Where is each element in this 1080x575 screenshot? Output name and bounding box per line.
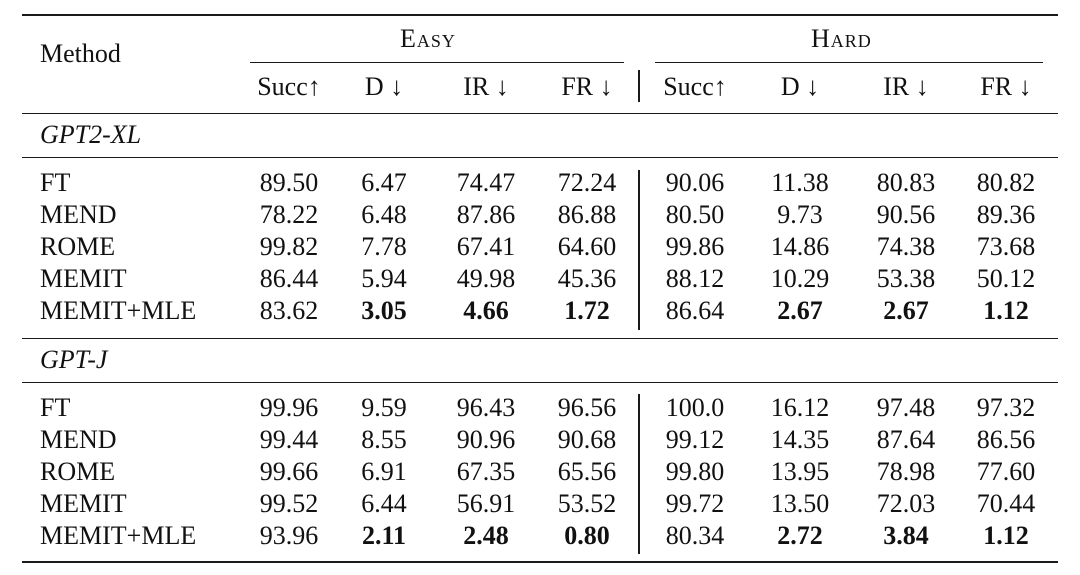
value-cell-succ-hard: 90.06	[665, 168, 725, 197]
section-title: GPT2-XL	[40, 120, 142, 149]
column-header-fr-easy: FR ↓	[561, 72, 613, 101]
value-cell-ir-easy: 2.48	[463, 521, 509, 550]
header-bottom-rule	[22, 113, 1058, 114]
value-cell-fr-hard: 97.32	[976, 393, 1036, 422]
value-cell-fr-easy: 0.80	[564, 521, 610, 550]
value-cell-succ-hard: 100.0	[665, 393, 725, 422]
value-cell-succ-easy: 99.52	[259, 489, 319, 518]
value-cell-d-easy: 9.59	[361, 393, 407, 422]
value-cell-fr-hard: 73.68	[976, 232, 1036, 261]
easy-group-header: Easy	[400, 24, 456, 53]
value-cell-ir-hard: 53.38	[876, 264, 936, 293]
section-gpt2xl-rule	[22, 157, 1058, 158]
value-cell-fr-easy: 86.88	[557, 200, 617, 229]
value-cell-fr-hard: 50.12	[976, 264, 1036, 293]
value-cell-succ-easy: 99.96	[259, 393, 319, 422]
value-cell-d-hard: 13.50	[770, 489, 830, 518]
top-rule	[22, 14, 1058, 16]
value-cell-fr-hard: 1.12	[983, 521, 1029, 550]
value-cell-d-hard: 14.35	[770, 425, 830, 454]
value-cell-d-hard: 11.38	[771, 168, 829, 197]
value-cell-succ-hard: 86.64	[665, 296, 725, 325]
value-cell-d-hard: 10.29	[770, 264, 830, 293]
value-cell-ir-hard: 74.38	[876, 232, 936, 261]
column-header-succ-easy: Succ↑	[257, 72, 321, 101]
value-cell-ir-easy: 4.66	[463, 296, 509, 325]
column-header-d-easy: D ↓	[364, 72, 404, 101]
value-cell-succ-easy: 83.62	[259, 296, 319, 325]
method-cell: ROME	[40, 457, 116, 486]
column-header-fr-hard: FR ↓	[980, 72, 1032, 101]
value-cell-fr-easy: 45.36	[557, 264, 617, 293]
value-cell-succ-hard: 88.12	[665, 264, 725, 293]
column-header-d-hard: D ↓	[780, 72, 820, 101]
value-cell-ir-easy: 67.41	[456, 232, 516, 261]
section-gptj-rule-top	[22, 338, 1058, 339]
value-cell-d-easy: 5.94	[361, 264, 407, 293]
value-cell-d-easy: 3.05	[361, 296, 407, 325]
value-cell-d-easy: 6.91	[361, 457, 407, 486]
value-cell-succ-hard: 99.86	[665, 232, 725, 261]
value-cell-succ-easy: 99.44	[259, 425, 319, 454]
value-cell-d-easy: 8.55	[361, 425, 407, 454]
method-cell: MEND	[40, 425, 117, 454]
column-header-ir-easy: IR ↓	[463, 72, 509, 101]
value-cell-ir-hard: 90.56	[876, 200, 936, 229]
value-cell-d-hard: 13.95	[770, 457, 830, 486]
method-cell: ROME	[40, 232, 116, 261]
value-cell-succ-easy: 93.96	[259, 521, 319, 550]
value-cell-ir-easy: 56.91	[456, 489, 516, 518]
value-cell-fr-hard: 86.56	[976, 425, 1036, 454]
section-gptj-rule	[22, 382, 1058, 383]
value-cell-d-hard: 14.86	[770, 232, 830, 261]
method-header: Method	[40, 39, 121, 68]
value-cell-succ-hard: 80.50	[665, 200, 725, 229]
value-cell-ir-easy: 96.43	[456, 393, 516, 422]
value-cell-ir-hard: 3.84	[883, 521, 929, 550]
value-cell-ir-easy: 49.98	[456, 264, 516, 293]
column-header-ir-hard: IR ↓	[883, 72, 929, 101]
value-cell-succ-hard: 80.34	[665, 521, 725, 550]
value-cell-fr-hard: 1.12	[983, 296, 1029, 325]
value-cell-d-easy: 6.44	[361, 489, 407, 518]
method-cell: FT	[40, 168, 71, 197]
value-cell-ir-hard: 2.67	[883, 296, 929, 325]
method-cell: FT	[40, 393, 71, 422]
value-cell-d-hard: 2.72	[777, 521, 823, 550]
value-cell-succ-hard: 99.72	[665, 489, 725, 518]
method-cell: MEMIT+MLE	[40, 296, 197, 325]
value-cell-succ-hard: 99.12	[665, 425, 725, 454]
value-cell-ir-hard: 80.83	[876, 168, 936, 197]
value-cell-fr-easy: 72.24	[557, 168, 617, 197]
value-cell-ir-easy: 90.96	[456, 425, 516, 454]
method-cell: MEMIT	[40, 489, 127, 518]
value-cell-fr-easy: 96.56	[557, 393, 617, 422]
value-cell-d-hard: 9.73	[777, 200, 823, 229]
value-cell-d-easy: 7.78	[361, 232, 407, 261]
value-cell-ir-easy: 74.47	[456, 168, 516, 197]
value-cell-fr-hard: 70.44	[976, 489, 1036, 518]
value-cell-fr-easy: 90.68	[557, 425, 617, 454]
method-cell: MEND	[40, 200, 117, 229]
value-cell-fr-hard: 77.60	[976, 457, 1036, 486]
value-cell-d-easy: 6.48	[361, 200, 407, 229]
value-cell-succ-hard: 99.80	[665, 457, 725, 486]
bottom-rule	[22, 561, 1058, 563]
value-cell-fr-easy: 65.56	[557, 457, 617, 486]
value-cell-succ-easy: 89.50	[259, 168, 319, 197]
method-cell: MEMIT	[40, 264, 127, 293]
value-cell-fr-easy: 53.52	[557, 489, 617, 518]
value-cell-fr-easy: 1.72	[564, 296, 610, 325]
value-cell-ir-easy: 67.35	[456, 457, 516, 486]
value-cell-succ-easy: 99.82	[259, 232, 319, 261]
value-cell-d-hard: 2.67	[777, 296, 823, 325]
value-cell-ir-hard: 87.64	[876, 425, 936, 454]
value-cell-succ-easy: 78.22	[259, 200, 319, 229]
value-cell-ir-easy: 87.86	[456, 200, 516, 229]
value-cell-succ-easy: 86.44	[259, 264, 319, 293]
value-cell-succ-easy: 99.66	[259, 457, 319, 486]
value-cell-fr-hard: 80.82	[976, 168, 1036, 197]
column-header-succ-hard: Succ↑	[663, 72, 727, 101]
value-cell-d-easy: 6.47	[361, 168, 407, 197]
value-cell-ir-hard: 78.98	[876, 457, 936, 486]
value-cell-ir-hard: 97.48	[876, 393, 936, 422]
value-cell-ir-hard: 72.03	[876, 489, 936, 518]
value-cell-d-hard: 16.12	[770, 393, 830, 422]
hard-group-header: Hard	[811, 24, 872, 53]
value-cell-fr-hard: 89.36	[976, 200, 1036, 229]
hard-group-rule	[655, 62, 1043, 63]
easy-group-rule	[250, 62, 624, 63]
value-cell-d-easy: 2.11	[361, 521, 407, 550]
section-title: GPT-J	[40, 345, 108, 374]
value-cell-fr-easy: 64.60	[557, 232, 617, 261]
method-cell: MEMIT+MLE	[40, 521, 197, 550]
